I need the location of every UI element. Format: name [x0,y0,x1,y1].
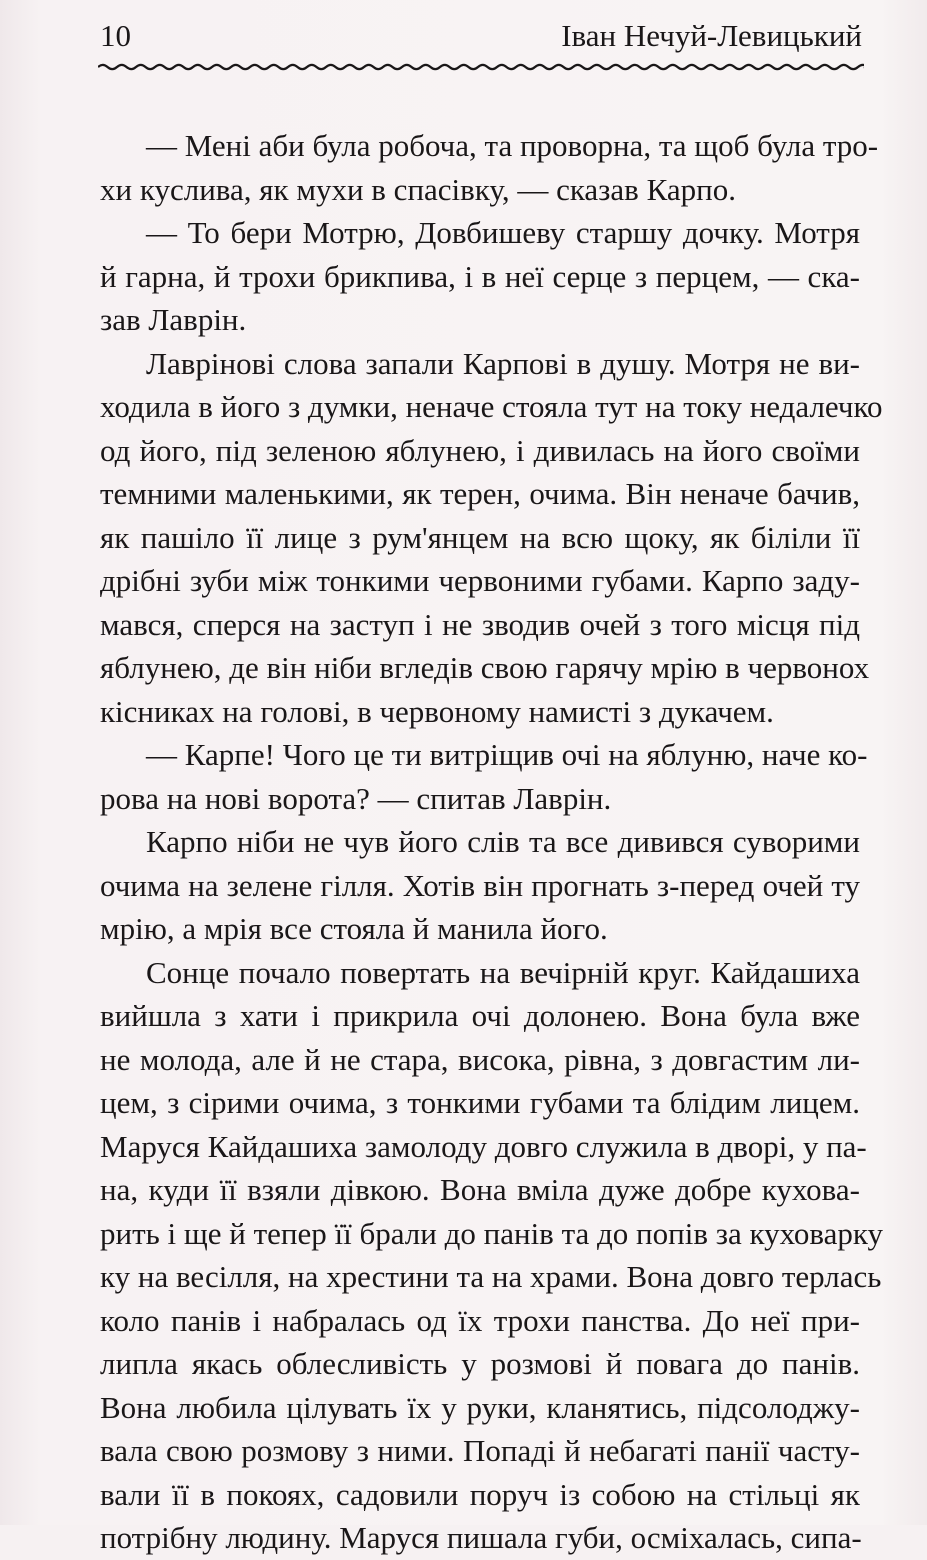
text-line: Сонце почало повертать на вечірній круг. Кайдашиха [146,954,860,990]
text-line: на, куди її взяли дівкою. Вона вміла дуже добре кухова- [100,1172,860,1207]
text-line: зав Лаврін. [100,302,247,337]
text-line: рова на нові ворота? — спитав Лаврін. [100,780,612,816]
text-line: Вона любила цілувать їх у руки, кланятись, підсолоджу- [100,1389,860,1425]
text-line: потрібну людину. Маруся пишала губи, осміхалась, сипа- [100,1520,862,1555]
text-line: темними маленькими, як терен, очима. Він неначе бачив, [100,476,860,511]
text-line: як пашіло її лице з рум'янцем на всю щоку, як біліли її [100,519,860,555]
wavy-rule-divider [98,58,864,76]
text-line: дрібні зуби між тонкими червоними губами. Карпо заду- [100,563,860,598]
text-line: — Мені аби була робоча, та проворна, та щоб була тро- [146,128,879,163]
text-line: рить і ще й тепер її брали до панів та до попів за куховарку [100,1215,884,1251]
text-line: липла якась облесливість у розмові й повага до панів. [100,1346,860,1381]
text-line: яблунею, де він ніби вгледів свою гарячу мрію в червонох [100,650,870,685]
text-line: Лаврінові слова запали Карпові в душу. Мотря не ви- [146,345,860,381]
text-line: вала свою розмову з ними. Попаді й небагаті панії часту- [100,1433,860,1468]
text-line: ку на весілля, на хрестини та на храми. Вона довго терлась [100,1259,882,1294]
text-line: вийшла з хати і прикрила очі долонею. Вона була вже [100,998,860,1033]
text-line: коло панів і набралась од їх трохи панства. До неї при- [100,1302,860,1338]
running-title-author: Іван Нечуй-Левицький [561,18,862,53]
text-line: Карпо ніби не чув його слів та все дивився суворими [146,824,860,859]
text-line: не молода, але й не стара, висока, рівна, з довгастим ли- [100,1041,860,1077]
text-line: — Карпе! Чого це ти витріщив очі на яблуню, наче ко- [146,737,868,772]
body-text [100,124,884,1560]
text-line: ходила в його з думки, неначе стояла тут на току недалечко [100,389,883,424]
text-line: мрію, а мрія все стояла й манила його. [100,911,608,946]
text-line: й гарна, й трохи брикпива, і в неї серце з перцем, — ска- [100,258,860,294]
text-line: Маруся Кайдашиха замолоду довго служила в дворі, у па- [100,1128,867,1164]
text-line: вали її в покоях, садовили поруч із собою на стільці як [100,1476,860,1512]
page-number: 10 [100,18,131,53]
running-header [100,14,862,58]
text-line: очима на зелене гілля. Хотів він прогнать з-перед очей ту [100,867,860,903]
text-line: кісниках на голові, в червоному намисті з дукачем. [100,693,774,729]
text-line: цем, з сірими очима, з тонкими губами та блідим лицем. [100,1085,860,1120]
text-line: мався, сперся на заступ і не зводив очей з того місця під [100,606,860,642]
text-line: — То бери Мотрю, Довбишеву старшу дочку. Мотря [146,215,860,250]
text-line: од його, під зеленою яблунею, і дивилась на його своїми [100,432,860,468]
text-line: хи куслива, як мухи в спасівку, — сказав Карпо. [100,171,736,207]
